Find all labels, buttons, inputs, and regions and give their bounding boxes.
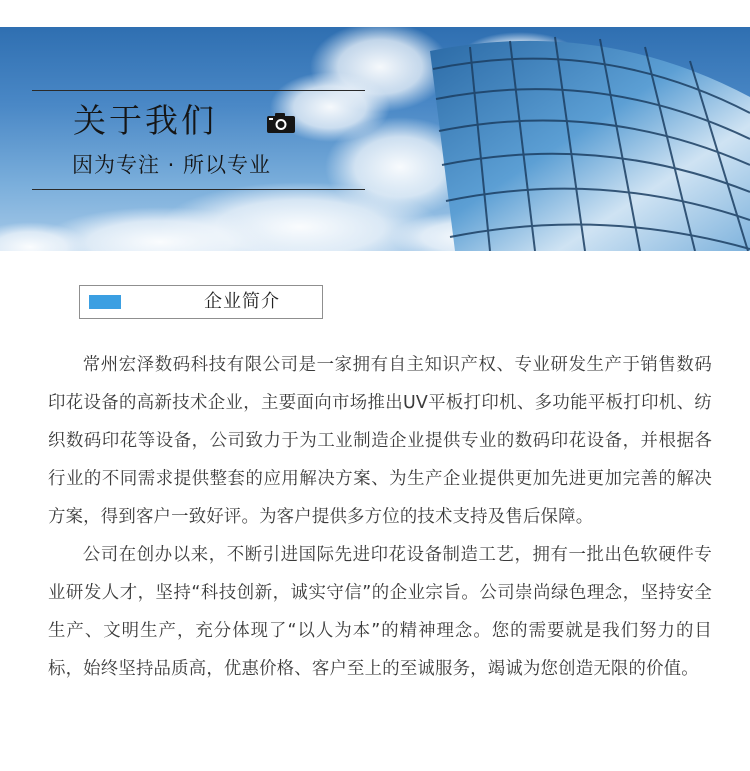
banner-bottom-rule [32, 189, 365, 190]
section-accent-block [89, 295, 121, 309]
page-subtitle: 因为专注 · 所以专业 [72, 153, 272, 177]
banner [0, 27, 750, 251]
intro-paragraph-1: 常州宏泽数码科技有限公司是一家拥有自主知识产权、专业研发生产于销售数码印花设备的高新技术企业，主要面向市场推出UV平板打印机、多功能平板打印机、纺织数码印花等设备，公司致力于为工业制造企业提供专业的数码印花设备，并根据各行业的不同需求提供整套的应用解决方案、为生产企业提供更加先进更加完善的解决方案，得到客户一致好评。为客户提供多方位的技术支持及售后保障。 [48, 355, 712, 527]
company-intro [48, 346, 712, 688]
intro-paragraph-2: 公司在创办以来，不断引进国际先进印花设备制造工艺，拥有一批出色软硬件专业研发人才，坚持“科技创新，诚实守信”的企业宗旨。公司崇尚绿色理念，坚持安全生产、文明生产，充分体现了“以人为本”的精神理念。您的需要就是我们努力的目标，始终坚持品质高，优惠价格、客户至上的至诚服务，竭诚为您创造无限的价值。 [48, 545, 712, 679]
section-heading [79, 285, 323, 319]
section-heading-label: 企业简介 [204, 291, 280, 312]
page-title: 关于我们 [73, 101, 217, 140]
camera-icon [266, 112, 296, 134]
banner-top-rule [32, 90, 365, 91]
